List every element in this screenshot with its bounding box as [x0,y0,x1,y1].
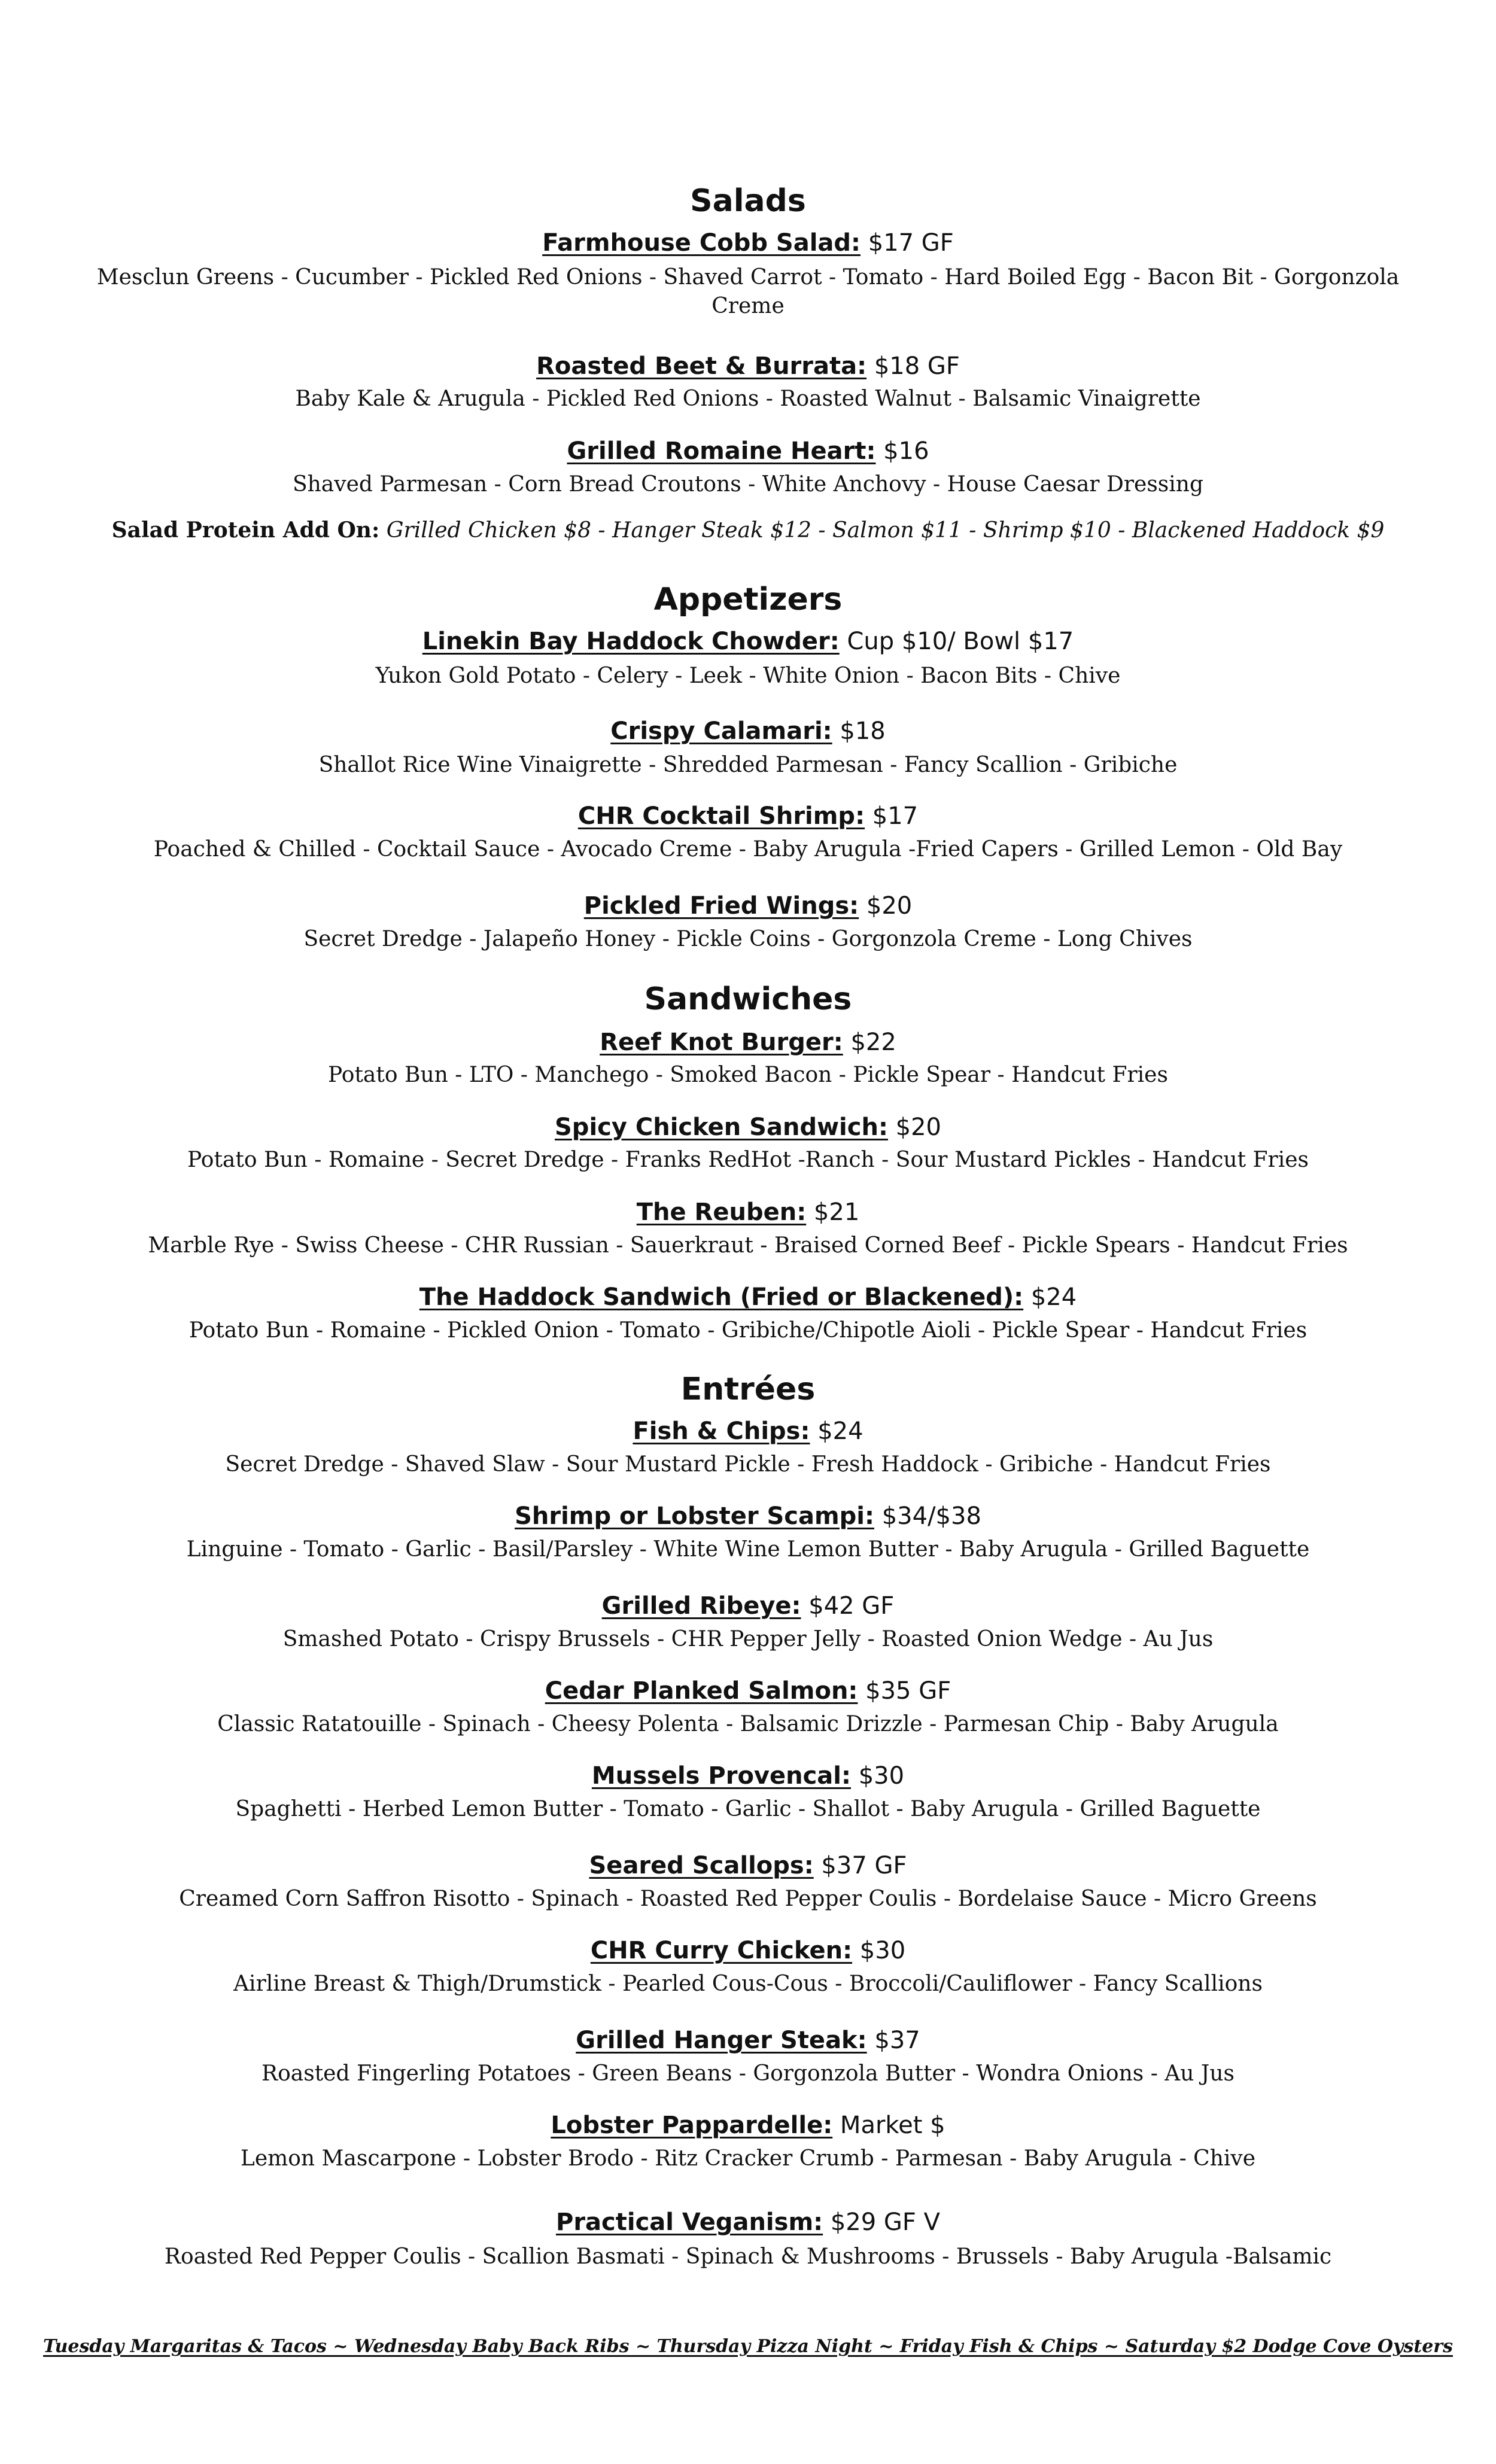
section-title-sandwiches: Sandwiches [644,981,852,1017]
item-description: Secret Dredge - Shaved Slaw - Sour Mustard Pickle - Fresh Haddock - Gribiche - Handcut Fries [225,1452,1271,1477]
item-name: Fish & Chips: [633,1417,810,1445]
section-title-entrees: Entrées [680,1371,816,1407]
item-price: $17 [865,802,919,830]
menu-item-grilled-ribeye [0,1592,1496,1620]
item-price: $20 [859,892,913,920]
item-name: Linekin Bay Haddock Chowder: [422,628,840,655]
menu-item-farmhouse-cobb-salad [0,229,1496,257]
menu-item-cedar-planked-salmon [0,1677,1496,1705]
item-description: Marble Rye - Swiss Cheese - CHR Russian - Sauerkraut - Braised Corned Beef - Pickle Spears - Handcut Fries [148,1233,1348,1258]
item-name: Roasted Beet & Burrata: [536,352,867,380]
item-price: $34/$38 [874,1502,981,1530]
item-name: Shrimp or Lobster Scampi: [515,1502,875,1530]
item-name: Spicy Chicken Sandwich: [555,1114,888,1141]
item-price: $42 GF [801,1592,895,1620]
item-price: $30 [852,1937,906,1964]
menu-item-lobster-pappardelle [0,2111,1496,2140]
item-price: $17 GF [860,229,954,257]
add-on-items: Grilled Chicken $8 - Hanger Steak $12 - Salmon $11 - Shrimp $10 - Blackened Haddock $9 [379,518,1385,543]
item-description: Airline Breast & Thigh/Drumstick - Pearled Cous-Cous - Broccoli/Cauliflower - Fancy Scallions [233,1972,1263,1996]
menu-item-shrimp-or-lobster-scampi [0,1502,1496,1531]
menu-item-the-reuben [0,1198,1496,1227]
item-description: Poached & Chilled - Cocktail Sauce - Avocado Creme - Baby Arugula -Fried Capers - Grilled Lemon - Old Bay [153,837,1343,862]
menu-item-linekin-bay-haddock-chowder [0,627,1496,656]
item-price: $37 GF [813,1852,907,1879]
weekly-specials-footer: Tuesday Margaritas & Tacos ~ Wednesday Baby Back Ribs ~ Thursday Pizza Night ~ Friday Fish & Chips ~ Saturday $2 Dodge Cove Oysters [43,2336,1453,2357]
menu-item-roasted-beet-burrata [0,352,1496,381]
item-name: CHR Curry Chicken: [590,1937,853,1964]
item-description: Creamed Corn Saffron Risotto - Spinach - Roasted Red Pepper Coulis - Bordelaise Sauce - Micro Greens [179,1887,1317,1911]
item-name: Grilled Ribeye: [601,1592,801,1620]
item-price: $22 [843,1029,896,1056]
item-description: Potato Bun - LTO - Manchego - Smoked Bacon - Pickle Spear - Handcut Fries [328,1063,1168,1087]
item-description: Potato Bun - Romaine - Pickled Onion - Tomato - Gribiche/Chipotle Aioli - Pickle Spear - Handcut Fries [188,1318,1308,1343]
item-price: $24 [1023,1283,1077,1311]
item-description: Mesclun Greens - Cucumber - Pickled Red Onions - Shaved Carrot - Tomato - Hard Boiled Egg - Bacon Bit - Gorgonzola Creme [96,265,1400,318]
item-description: Roasted Fingerling Potatoes - Green Beans - Gorgonzola Butter - Wondra Onions - Au Jus [261,2061,1235,2086]
menu-item-grilled-romaine-heart [0,437,1496,466]
salad-protein-add-on [60,516,1436,545]
item-name: Pickled Fried Wings: [583,892,859,920]
item-price: $30 [851,1762,905,1790]
item-price: $20 [887,1114,941,1141]
item-description: Classic Ratatouille - Spinach - Cheesy Polenta - Balsamic Drizzle - Parmesan Chip - Baby Arugula [217,1712,1279,1736]
item-description: Smashed Potato - Crispy Brussels - CHR Pepper Jelly - Roasted Onion Wedge - Au Jus [282,1627,1214,1651]
section-title-salads: Salads [690,183,806,219]
item-description: Roasted Red Pepper Coulis - Scallion Basmati - Spinach & Mushrooms - Brussels - Baby Arugula -Balsamic [164,2244,1332,2269]
item-name: Cedar Planked Salmon: [545,1677,858,1705]
menu-item-practical-veganism [0,2208,1496,2237]
item-name: Crispy Calamari: [610,717,832,745]
menu-item-pickled-fried-wings [0,892,1496,920]
add-on-label: Salad Protein Add On: [111,518,380,543]
item-name: Lobster Pappardelle: [551,2112,833,2139]
item-price: $18 GF [866,352,960,380]
menu-item-chr-curry-chicken [0,1936,1496,1965]
item-name: Seared Scallops: [589,1852,814,1879]
item-name: The Reuben: [636,1198,807,1226]
item-description: Secret Dredge - Jalapeño Honey - Pickle Coins - Gorgonzola Creme - Long Chives [303,927,1193,951]
menu-item-the-haddock-sandwich [0,1283,1496,1312]
item-description: Potato Bun - Romaine - Secret Dredge - Franks RedHot -Ranch - Sour Mustard Pickles - Handcut Fries [187,1148,1309,1172]
menu-item-crispy-calamari [0,717,1496,746]
item-description: Shallot Rice Wine Vinaigrette - Shredded Parmesan - Fancy Scallion - Gribiche [318,753,1178,777]
menu-item-chr-cocktail-shrimp [0,802,1496,831]
item-name: Reef Knot Burger: [600,1029,843,1056]
item-price: Market $ [832,2112,945,2139]
menu-item-spicy-chicken-sandwich [0,1113,1496,1142]
menu-item-fish-and-chips [0,1417,1496,1446]
item-name: Farmhouse Cobb Salad: [542,229,861,257]
item-price: $35 GF [858,1677,951,1705]
menu-item-seared-scallops [0,1851,1496,1880]
item-name: Grilled Hanger Steak: [576,2027,867,2054]
item-price: $24 [810,1417,863,1445]
item-name: The Haddock Sandwich (Fried or Blackened): [419,1283,1024,1311]
item-name: Practical Veganism: [556,2209,823,2236]
item-description: Linguine - Tomato - Garlic - Basil/Parsley - White Wine Lemon Butter - Baby Arugula - Grilled Baguette [186,1537,1310,1562]
menu-item-reef-knot-burger [0,1028,1496,1057]
item-price: $16 [875,437,929,465]
item-description: Lemon Mascarpone - Lobster Brodo - Ritz Cracker Crumb - Parmesan - Baby Arugula - Chive [240,2146,1256,2171]
item-name: CHR Cocktail Shrimp: [577,802,865,830]
item-description: Spaghetti - Herbed Lemon Butter - Tomato - Garlic - Shallot - Baby Arugula - Grilled Baguette [235,1797,1261,1821]
item-price: $18 [832,717,886,745]
item-price: Cup $10/ Bowl $17 [839,628,1074,655]
item-price: $21 [806,1198,860,1226]
item-description: Shaved Parmesan - Corn Bread Croutons - White Anchovy - House Caesar Dressing [292,472,1204,497]
item-name: Mussels Provencal: [591,1762,852,1790]
item-description: Baby Kale & Arugula - Pickled Red Onions - Roasted Walnut - Balsamic Vinaigrette [295,387,1201,411]
item-price: $37 [866,2027,920,2054]
item-price: $29 GF V [823,2209,940,2236]
menu-item-grilled-hanger-steak [0,2026,1496,2055]
section-title-appetizers: Appetizers [653,582,843,617]
item-description: Yukon Gold Potato - Celery - Leek - White Onion - Bacon Bits - Chive [375,664,1121,688]
item-name: Grilled Romaine Heart: [567,437,876,465]
menu-item-mussels-provencal [0,1762,1496,1790]
